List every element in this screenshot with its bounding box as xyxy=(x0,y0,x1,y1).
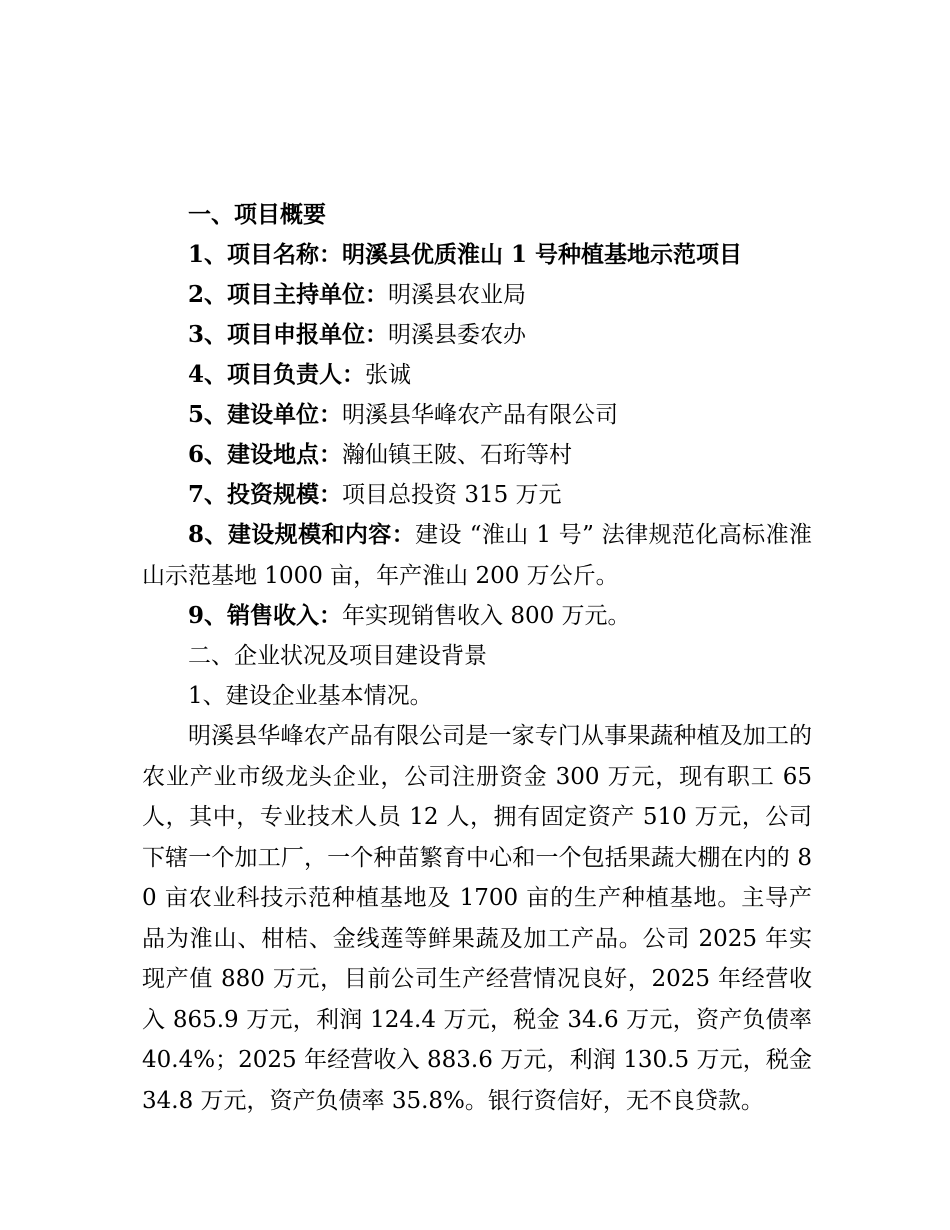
item-label: 5、建设单位： xyxy=(188,401,343,428)
item-project-leader xyxy=(142,355,812,395)
item-value: 项目总投资 315 万元 xyxy=(342,482,562,508)
item-value: 明溪县农业局 xyxy=(388,282,527,308)
item-value: 明溪县华峰农产品有限公司 xyxy=(342,402,619,428)
item-host-unit xyxy=(142,275,812,315)
item-sales-revenue xyxy=(142,596,812,636)
section-heading-overview: 一、项目概要 xyxy=(188,201,326,228)
item-label: 2、项目主持单位： xyxy=(188,281,389,308)
item-investment-scale xyxy=(142,475,812,515)
item-label: 1、项目名称：明溪县优质淮山 1 号种植基地示范项目 xyxy=(188,241,743,268)
item-label: 4、项目负责人： xyxy=(188,361,366,388)
item-project-name xyxy=(142,235,812,275)
document-body xyxy=(142,195,812,1121)
item-label: 9、销售收入： xyxy=(188,602,343,629)
item-construction-unit xyxy=(142,395,812,435)
item-value: 建设 “淮山 1 号” 法律规范化高标准淮山示范基地 1000 亩，年产淮山 200 万公斤。 xyxy=(142,522,812,589)
item-value: 张诚 xyxy=(365,362,412,388)
item-label: 8、建设规模和内容： xyxy=(188,521,416,548)
item-label: 7、投资规模： xyxy=(188,481,343,508)
item-label: 3、项目申报单位： xyxy=(188,321,389,348)
item-label: 6、建设地点： xyxy=(188,441,343,468)
item-value: 明溪县委农办 xyxy=(388,322,527,348)
item-construction-site xyxy=(142,435,812,475)
item-applicant-unit xyxy=(142,315,812,355)
item-construction-scope xyxy=(142,515,812,596)
item-value: 瀚仙镇王陂、石珩等村 xyxy=(342,442,573,468)
item-value: 年实现销售收入 800 万元。 xyxy=(342,603,631,629)
section-heading-background: 二、企业状况及项目建设背景 xyxy=(188,643,487,669)
company-info-paragraph: 明溪县华峰农产品有限公司是一家专门从事果蔬种植及加工的农业产业市级龙头企业，公司注册资金 300 万元，现有职工 65 人，其中，专业技术人员 12 人，拥有固定资产 510 万元，公司下辖一个加工厂，一个种苗繁育中心和一个包括果蔬大棚在内的 80 亩农业科技示范种植基地及 1700 亩的生产种植基地。主导产品为淮山、柑桔、金线莲等鲜果蔬及加工产品。公司 2025 年实现产值 880 万元，目前公司生产经营情况良好，2025 年经营收入 865.9 万元，利润 124.4 万元，税金 34.6 万元，资产负债率 40.4%；2025 年经营收入 883.6 万元，利润 130.5 万元，税金 34.8 万元，资产负债率 35.8%。银行资信好，无不良贷款。 xyxy=(142,723,812,1114)
subheading-company-info: 1、建设企业基本情况。 xyxy=(188,683,433,709)
